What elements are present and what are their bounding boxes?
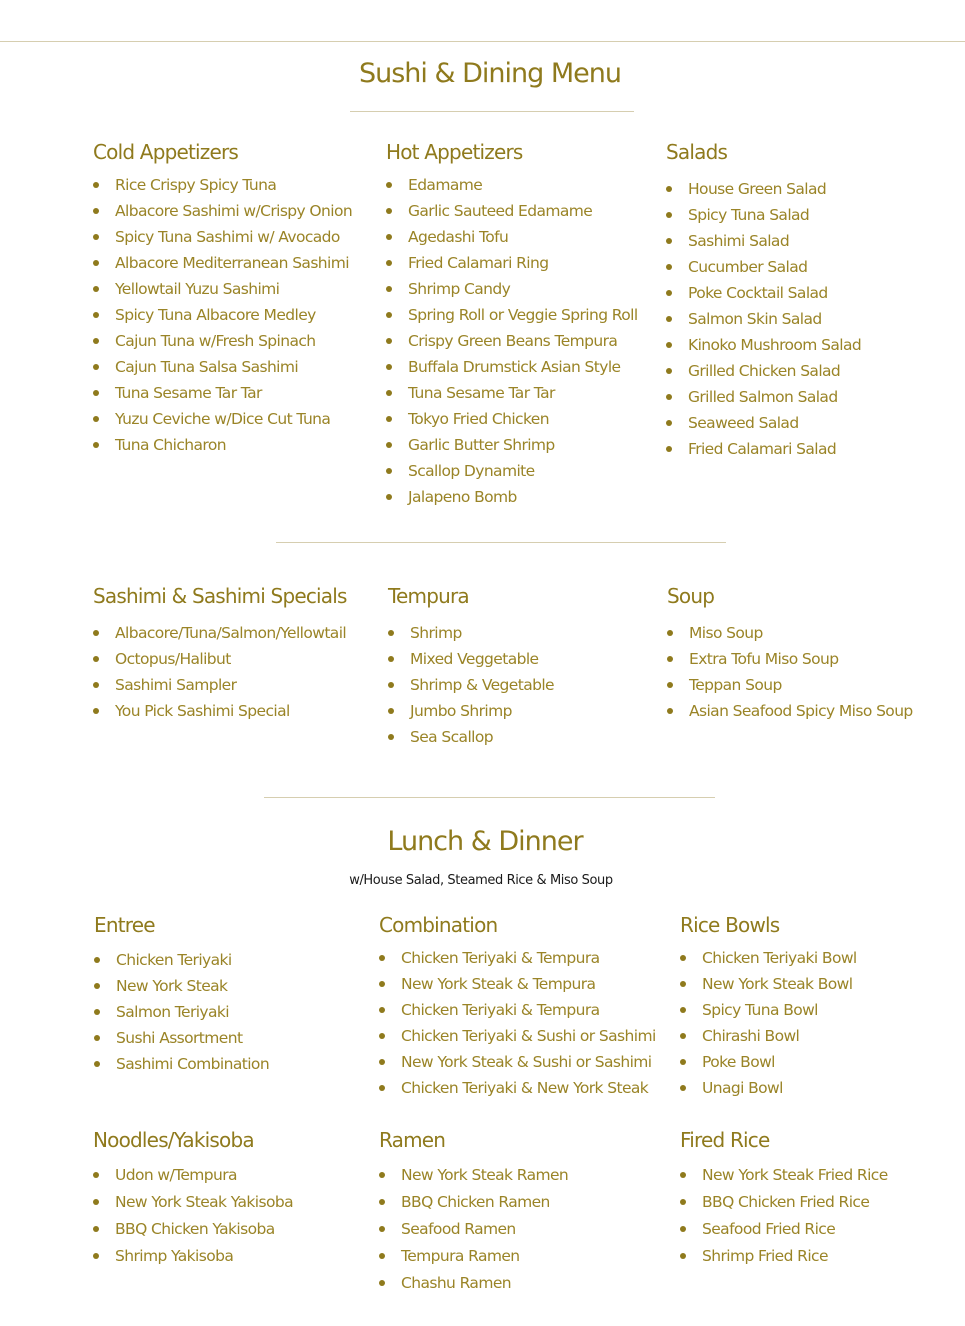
menu-item: Shrimp Yakisoba bbox=[93, 1243, 293, 1270]
menu-item: Jumbo Shrimp bbox=[388, 698, 554, 724]
menu-item: Spicy Tuna Albacore Medley bbox=[93, 302, 352, 328]
menu-item: Extra Tofu Miso Soup bbox=[667, 646, 913, 672]
top-divider bbox=[0, 41, 965, 42]
menu-item: Fried Calamari Salad bbox=[666, 436, 861, 462]
menu-item: Shrimp bbox=[388, 620, 554, 646]
menu-item-list bbox=[93, 620, 347, 724]
menu-item: Tempura Ramen bbox=[379, 1243, 568, 1270]
menu-item: Poke Bowl bbox=[680, 1049, 857, 1075]
menu-item: Poke Cocktail Salad bbox=[666, 280, 861, 306]
menu-item: Tokyo Fried Chicken bbox=[386, 406, 638, 432]
divider-1 bbox=[276, 542, 726, 543]
menu-item: New York Steak Yakisoba bbox=[93, 1189, 293, 1216]
menu-item-list bbox=[680, 945, 857, 1101]
menu-item: New York Steak bbox=[94, 973, 269, 999]
menu-item: Shrimp & Vegetable bbox=[388, 672, 554, 698]
section-heading: Entree bbox=[94, 913, 155, 937]
menu-item: Fried Calamari Ring bbox=[386, 250, 638, 276]
section-heading: Sashimi & Sashimi Specials bbox=[93, 584, 347, 608]
menu-item: Chicken Teriyaki & Tempura bbox=[379, 945, 656, 971]
menu-item: Edamame bbox=[386, 172, 638, 198]
menu-item: New York Steak Fried Rice bbox=[680, 1162, 888, 1189]
menu-item: Salmon Skin Salad bbox=[666, 306, 861, 332]
menu-item: Garlic Butter Shrimp bbox=[386, 432, 638, 458]
menu-item: Shrimp Candy bbox=[386, 276, 638, 302]
menu-item: You Pick Sashimi Special bbox=[93, 698, 347, 724]
menu-item-list bbox=[379, 1162, 568, 1297]
menu-item: BBQ Chicken Ramen bbox=[379, 1189, 568, 1216]
section-heading: Hot Appetizers bbox=[386, 140, 523, 164]
menu-item: Crispy Green Beans Tempura bbox=[386, 328, 638, 354]
menu-item: Albacore Sashimi w/Crispy Onion bbox=[93, 198, 352, 224]
menu-item: Tuna Chicharon bbox=[93, 432, 352, 458]
lunch-title: Lunch & Dinner bbox=[387, 826, 583, 857]
menu-item: Spicy Tuna Salad bbox=[666, 202, 861, 228]
section-rice-bowls bbox=[680, 913, 857, 1101]
menu-item: Sushi Assortment bbox=[94, 1025, 269, 1051]
menu-item: Grilled Chicken Salad bbox=[666, 358, 861, 384]
menu-item: Tuna Sesame Tar Tar bbox=[93, 380, 352, 406]
menu-item: House Green Salad bbox=[666, 176, 861, 202]
menu-item: New York Steak Bowl bbox=[680, 971, 857, 997]
section-heading: Ramen bbox=[379, 1128, 446, 1152]
section-salads bbox=[666, 140, 861, 462]
menu-item: Rice Crispy Spicy Tuna bbox=[93, 172, 352, 198]
menu-item: Yellowtail Yuzu Sashimi bbox=[93, 276, 352, 302]
menu-item-list bbox=[94, 947, 269, 1077]
menu-item-list bbox=[386, 172, 638, 510]
menu-item: New York Steak Ramen bbox=[379, 1162, 568, 1189]
menu-item: Chicken Teriyaki & Tempura bbox=[379, 997, 656, 1023]
menu-item: Sashimi Salad bbox=[666, 228, 861, 254]
menu-item: Teppan Soup bbox=[667, 672, 913, 698]
menu-item: Salmon Teriyaki bbox=[94, 999, 269, 1025]
menu-item: Chicken Teriyaki Bowl bbox=[680, 945, 857, 971]
menu-item: Chirashi Bowl bbox=[680, 1023, 857, 1049]
menu-item: Unagi Bowl bbox=[680, 1075, 857, 1101]
menu-item: Seafood Ramen bbox=[379, 1216, 568, 1243]
menu-item-list bbox=[388, 620, 554, 750]
menu-item-list bbox=[93, 172, 352, 458]
section-cold-appetizers bbox=[93, 140, 352, 458]
menu-item: Scallop Dynamite bbox=[386, 458, 638, 484]
menu-item: BBQ Chicken Fried Rice bbox=[680, 1189, 888, 1216]
menu-item: Spicy Tuna Sashimi w/ Avocado bbox=[93, 224, 352, 250]
section-combination bbox=[379, 913, 656, 1101]
section-ramen bbox=[379, 1128, 568, 1297]
section-fired-rice bbox=[680, 1128, 888, 1270]
menu-item-list bbox=[666, 176, 861, 462]
menu-item: Chicken Teriyaki bbox=[94, 947, 269, 973]
section-hot-appetizers bbox=[386, 140, 638, 510]
menu-item: Spring Roll or Veggie Spring Roll bbox=[386, 302, 638, 328]
section-heading: Fired Rice bbox=[680, 1128, 770, 1152]
menu-item: Sashimi Sampler bbox=[93, 672, 347, 698]
menu-item: Sea Scallop bbox=[388, 724, 554, 750]
section-heading: Salads bbox=[666, 140, 728, 164]
section-heading: Combination bbox=[379, 913, 498, 937]
menu-item-list bbox=[379, 945, 656, 1101]
menu-item: BBQ Chicken Yakisoba bbox=[93, 1216, 293, 1243]
menu-item: Yuzu Ceviche w/Dice Cut Tuna bbox=[93, 406, 352, 432]
menu-item: Albacore/Tuna/Salmon/Yellowtail bbox=[93, 620, 347, 646]
menu-item: Seafood Fried Rice bbox=[680, 1216, 888, 1243]
menu-item: Jalapeno Bomb bbox=[386, 484, 638, 510]
menu-item: Kinoko Mushroom Salad bbox=[666, 332, 861, 358]
menu-item: Seaweed Salad bbox=[666, 410, 861, 436]
menu-item: Buffala Drumstick Asian Style bbox=[386, 354, 638, 380]
lunch-subtitle: w/House Salad, Steamed Rice & Miso Soup bbox=[349, 873, 613, 888]
menu-item: Chashu Ramen bbox=[379, 1270, 568, 1297]
menu-item-list bbox=[93, 1162, 293, 1270]
section-entree bbox=[94, 913, 269, 1077]
menu-item: Chicken Teriyaki & Sushi or Sashimi bbox=[379, 1023, 656, 1049]
section-heading: Soup bbox=[667, 584, 715, 608]
menu-item-list bbox=[680, 1162, 888, 1270]
menu-item-list bbox=[667, 620, 913, 724]
menu-item: New York Steak & Sushi or Sashimi bbox=[379, 1049, 656, 1075]
menu-item: Chicken Teriyaki & New York Steak bbox=[379, 1075, 656, 1101]
section-heading: Rice Bowls bbox=[680, 913, 780, 937]
menu-item: Miso Soup bbox=[667, 620, 913, 646]
menu-item: New York Steak & Tempura bbox=[379, 971, 656, 997]
menu-item: Albacore Mediterranean Sashimi bbox=[93, 250, 352, 276]
section-tempura bbox=[388, 584, 554, 750]
section-heading: Noodles/Yakisoba bbox=[93, 1128, 254, 1152]
menu-item: Sashimi Combination bbox=[94, 1051, 269, 1077]
divider-2 bbox=[264, 797, 715, 798]
menu-item: Udon w/Tempura bbox=[93, 1162, 293, 1189]
menu-item: Grilled Salmon Salad bbox=[666, 384, 861, 410]
section-noodles-yakisoba bbox=[93, 1128, 293, 1270]
section-heading: Tempura bbox=[388, 584, 469, 608]
menu-item: Cucumber Salad bbox=[666, 254, 861, 280]
menu-item: Agedashi Tofu bbox=[386, 224, 638, 250]
menu-item: Shrimp Fried Rice bbox=[680, 1243, 888, 1270]
menu-item: Mixed Veggetable bbox=[388, 646, 554, 672]
section-heading: Cold Appetizers bbox=[93, 140, 239, 164]
section-soup bbox=[667, 584, 913, 724]
menu-title: Sushi & Dining Menu bbox=[358, 58, 622, 89]
menu-item: Cajun Tuna w/Fresh Spinach bbox=[93, 328, 352, 354]
menu-item: Octopus/Halibut bbox=[93, 646, 347, 672]
menu-item: Garlic Sauteed Edamame bbox=[386, 198, 638, 224]
menu-item: Cajun Tuna Salsa Sashimi bbox=[93, 354, 352, 380]
menu-item: Tuna Sesame Tar Tar bbox=[386, 380, 638, 406]
menu-item: Asian Seafood Spicy Miso Soup bbox=[667, 698, 913, 724]
menu-item: Spicy Tuna Bowl bbox=[680, 997, 857, 1023]
title-underline bbox=[350, 111, 634, 112]
section-sashimi-specials bbox=[93, 584, 347, 724]
